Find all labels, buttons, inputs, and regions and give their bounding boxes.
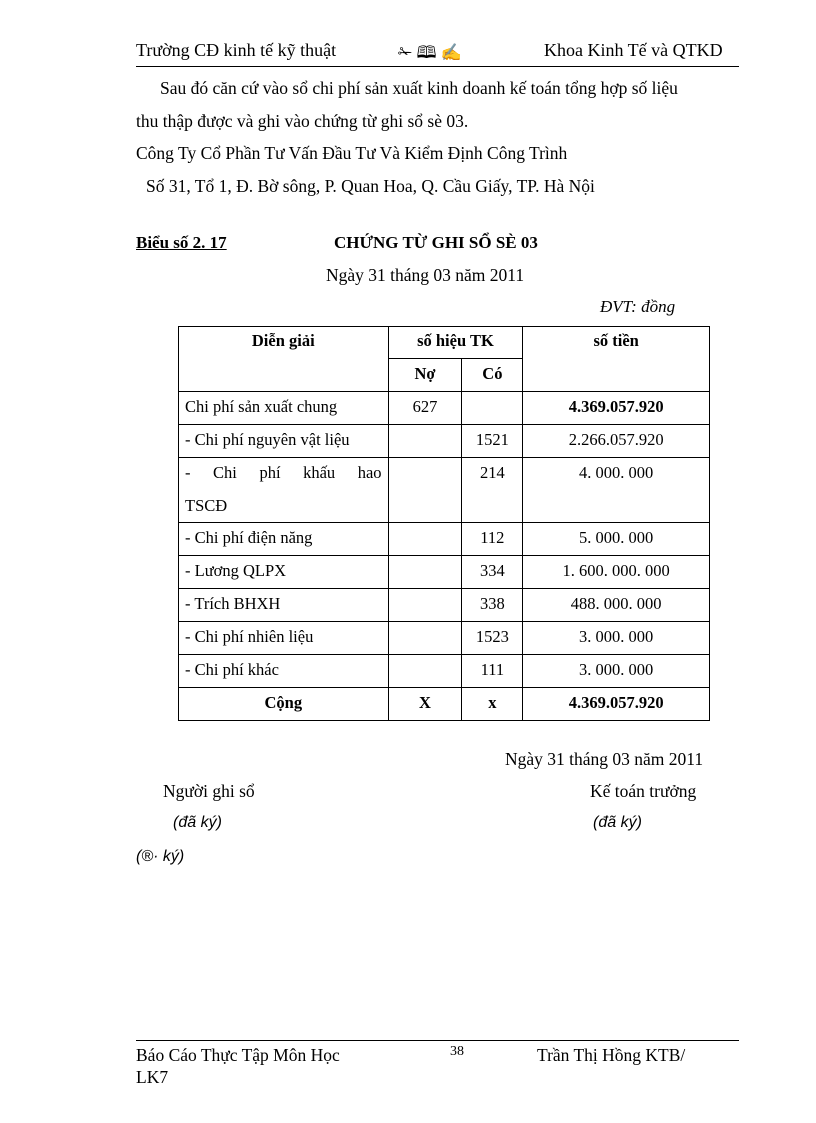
row-amount: 3. 000. 000 [523,622,710,655]
col-header-credit: Có [462,359,523,392]
row-description-line-1: - Chi phí khấu hao [185,463,382,482]
col-header-description: Diễn giải [179,327,389,392]
header-right: Khoa Kinh Tế và QTKD [544,40,723,60]
table-row [179,425,710,458]
row-credit: 1521 [462,425,523,458]
row-credit: 1523 [462,622,523,655]
footer-left: Báo Cáo Thực Tập Môn Học [136,1045,340,1065]
form-date: Ngày 31 tháng 03 năm 2011 [326,265,525,285]
extra-signed: (®· ký) [136,848,185,865]
row-debit [388,556,462,589]
row-amount: 5. 000. 000 [523,523,710,556]
chief-signed: (đã ký) [593,814,642,831]
row-description: - Chi phí điện năng [179,523,389,556]
table-row [179,458,710,523]
header-left: Trường CĐ kinh tế kỹ thuật [136,40,337,60]
row-amount: 3. 000. 000 [523,655,710,688]
company-address: Số 31, Tổ 1, Đ. Bờ sông, P. Quan Hoa, Q. Cầu Giấy, TP. Hà Nội [146,176,595,196]
intro-line-1: Sau đó căn cứ vào sổ chi phí sản xuất kinh doanh kế toán tổng hợp số liệu [160,78,678,98]
col-header-amount: số tiền [523,327,710,392]
chief-accountant-label: Kế toán trưởng [590,781,697,801]
row-debit [388,425,462,458]
row-description [179,458,389,523]
company-name: Công Ty Cổ Phần Tư Vấn Đầu Tư Và Kiểm Định Công Trình [136,143,568,163]
row-debit [388,589,462,622]
table-total-row [179,688,710,721]
row-amount: 4.369.057.920 [523,392,710,425]
footer-right: Trần Thị Hồng KTB/ [537,1045,686,1065]
row-description: - Chi phí khác [179,655,389,688]
total-label: Cộng [179,688,389,721]
row-debit [388,458,462,523]
row-description: - Chi phí nguyên vật liệu [179,425,389,458]
row-description: - Chi phí nhiên liệu [179,622,389,655]
intro-line-2: thu thập được và ghi vào chứng từ ghi sổ sè 03. [136,111,469,131]
total-credit: x [462,688,523,721]
row-amount: 1. 600. 000. 000 [523,556,710,589]
row-credit: 112 [462,523,523,556]
row-credit: 111 [462,655,523,688]
form-title: CHỨNG TỪ GHI SỔ SÈ 03 [334,233,538,252]
footer-left-continued: LK7 [136,1067,169,1087]
col-header-debit: Nợ [388,359,462,392]
recorder-signed: (đã ký) [173,814,222,831]
row-credit: 214 [462,458,523,523]
row-amount: 488. 000. 000 [523,589,710,622]
row-amount: 4. 000. 000 [523,458,710,523]
row-debit [388,655,462,688]
row-description: Chi phí sản xuất chung [179,392,389,425]
recorder-label: Người ghi sổ [163,781,255,801]
row-debit [388,622,462,655]
footer-page-number: 38 [450,1044,464,1059]
row-credit: 338 [462,589,523,622]
table-row [179,589,710,622]
total-amount: 4.369.057.920 [523,688,710,721]
table-row [179,622,710,655]
ledger-table [178,326,710,721]
col-header-account: số hiệu TK [388,327,523,359]
row-credit: 334 [462,556,523,589]
footer-rule [136,1040,739,1041]
form-ref: Biểu số 2. 17 [136,233,227,252]
header-rule [136,66,739,67]
form-unit: ĐVT: đồng [600,297,676,316]
signature-date: Ngày 31 tháng 03 năm 2011 [505,749,704,769]
row-debit [388,523,462,556]
row-amount: 2.266.057.920 [523,425,710,458]
row-description: - Trích BHXH [179,589,389,622]
table-row [179,523,710,556]
row-description-line-2: TSCĐ [185,496,228,515]
table-row [179,392,710,425]
table-row [179,655,710,688]
row-description: - Lương QLPX [179,556,389,589]
header-ornament: ✁ 🕮 ✍ [398,43,462,62]
table-row [179,556,710,589]
row-credit [462,392,523,425]
total-debit: X [388,688,462,721]
row-debit: 627 [388,392,462,425]
